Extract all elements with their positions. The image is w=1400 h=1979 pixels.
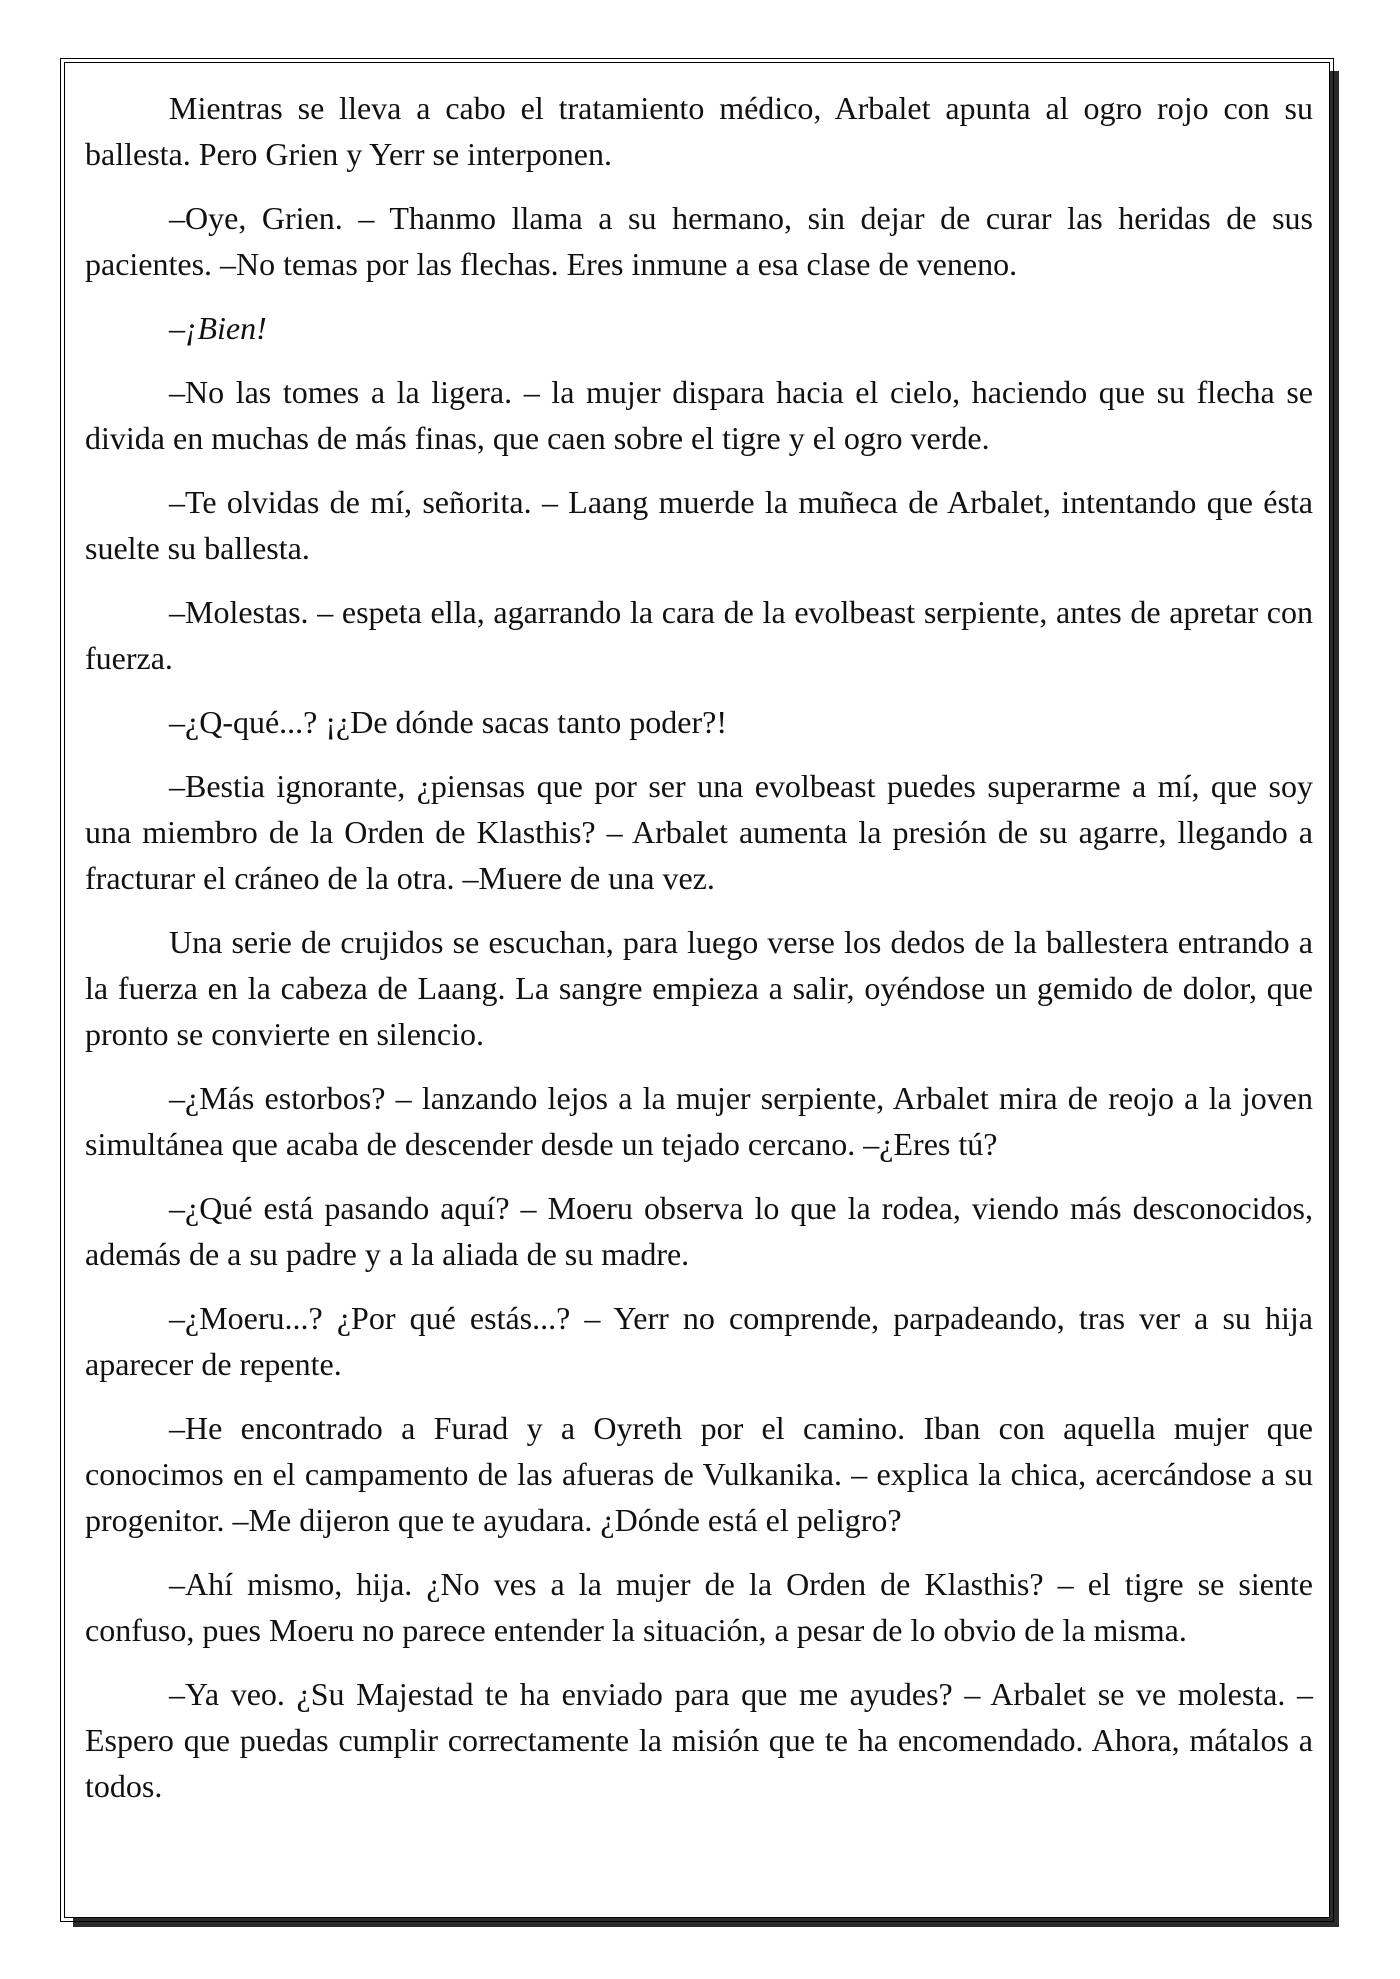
paragraph-10: –¿Más estorbos? – lanzando lejos a la mujer serpiente, Arbalet mira de reojo a la joven simultánea que acaba de descender desde un tejado cercano. –¿Eres tú?	[85, 1080, 1313, 1162]
paragraph-4: –No las tomes a la ligera. – la mujer dispara hacia el cielo, haciendo que su flecha se divida en muchas de más finas, que caen sobre el tigre y el ogro verde.	[85, 374, 1313, 456]
paragraph-6: –Molestas. – espeta ella, agarrando la cara de la evolbeast serpiente, antes de apretar con fuerza.	[85, 594, 1313, 676]
document-body	[85, 85, 1313, 1827]
paragraph-12: –¿Moeru...? ¿Por qué estás...? – Yerr no comprende, parpadeando, tras ver a su hija aparecer de repente.	[85, 1300, 1313, 1382]
paragraph-11: –¿Qué está pasando aquí? – Moeru observa lo que la rodea, viendo más desconocidos, además de a su padre y a la aliada de su madre.	[85, 1190, 1313, 1272]
paragraph-14: –Ahí mismo, hija. ¿No ves a la mujer de la Orden de Klasthis? – el tigre se siente confuso, pues Moeru no parece entender la situación, a pesar de lo obvio de la misma.	[85, 1566, 1313, 1648]
paragraph-15: –Ya veo. ¿Su Majestad te ha enviado para que me ayudes? – Arbalet se ve molesta. –Espero que puedas cumplir correctamente la misión que te ha encomendado. Ahora, mátalos a todos.	[85, 1676, 1313, 1804]
paragraph-7: –¿Q-qué...? ¡¿De dónde sacas tanto poder?!	[169, 704, 727, 740]
paragraph-3: –¡Bien!	[169, 310, 267, 346]
paragraph-8: –Bestia ignorante, ¿piensas que por ser una evolbeast puedes superarme a mí, que soy una miembro de la Orden de Klasthis? – Arbalet aumenta la presión de su agarre, llegando a fracturar el cráneo de la otra. –Muere de una vez.	[85, 768, 1313, 896]
page-frame	[64, 62, 1330, 1918]
paragraph-1: Mientras se lleva a cabo el tratamiento médico, Arbalet apunta al ogro rojo con su ballesta. Pero Grien y Yerr se interponen.	[85, 90, 1313, 172]
paragraph-9: Una serie de crujidos se escuchan, para luego verse los dedos de la ballestera entrando a la fuerza en la cabeza de Laang. La sangre empieza a salir, oyéndose un gemido de dolor, que pronto se convierte en silencio.	[85, 924, 1313, 1052]
paragraph-2: –Oye, Grien. – Thanmo llama a su hermano, sin dejar de curar las heridas de sus pacientes. –No temas por las flechas. Eres inmune a esa clase de veneno.	[85, 200, 1313, 282]
paragraph-13: –He encontrado a Furad y a Oyreth por el camino. Iban con aquella mujer que conocimos en el campamento de las afueras de Vulkanika. – explica la chica, acercándose a su progenitor. –Me dijeron que te ayudara. ¿Dónde está el peligro?	[85, 1410, 1313, 1538]
paragraph-5: –Te olvidas de mí, señorita. – Laang muerde la muñeca de Arbalet, intentando que ésta suelte su ballesta.	[85, 484, 1313, 566]
